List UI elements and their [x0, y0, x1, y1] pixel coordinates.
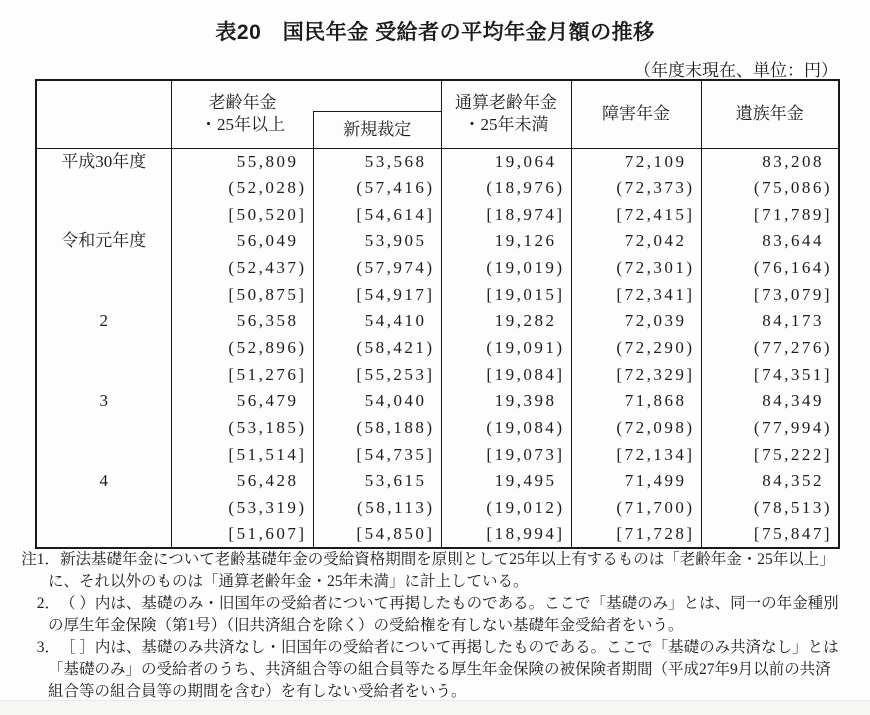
value-cell: [75,847] [701, 521, 839, 548]
header-new-ruling-box [313, 111, 441, 148]
table-row [36, 228, 839, 255]
value-cell: 84,349 [701, 388, 839, 415]
value-cell: [50,875] [171, 281, 313, 308]
header-new-ruling-label: 新規裁定 [343, 119, 412, 139]
value-cell: 83,208 [701, 148, 839, 175]
value-cell: (53,319) [171, 495, 313, 522]
value-cell: 54,040 [313, 388, 441, 415]
value-cell: [51,607] [171, 521, 313, 548]
header-total-old-age-line2: ・25年未満 [463, 115, 549, 135]
table-row [36, 468, 839, 495]
footnotes [20, 549, 865, 703]
header-survivor: 遺族年金 [701, 80, 839, 148]
value-cell: [19,084] [441, 361, 571, 388]
value-cell: (57,974) [313, 255, 441, 282]
footnote-line: に、それ以外のものは「通算老齢年金・25年未満」に計上している。 [48, 573, 529, 590]
value-cell: (58,421) [313, 335, 441, 362]
value-cell: (19,019) [441, 255, 571, 282]
value-cell: [18,994] [441, 521, 571, 548]
table-body [36, 148, 839, 548]
table-header-row [36, 80, 839, 148]
value-cell: [71,789] [701, 201, 839, 228]
table-header [36, 80, 839, 148]
value-cell: [18,974] [441, 201, 571, 228]
value-cell: (77,994) [701, 415, 839, 442]
unit-note: （年度末現在、単位：円） [634, 61, 838, 80]
value-cell: (52,028) [171, 175, 313, 202]
value-cell: 53,905 [313, 228, 441, 255]
value-cell: (58,188) [313, 415, 441, 442]
value-cell: [19,073] [441, 441, 571, 468]
page-title: 表20 国民年金 受給者の平均年金月額の推移 [215, 21, 655, 44]
value-cell: [55,253] [313, 361, 441, 388]
value-cell: (78,513) [701, 495, 839, 522]
value-cell: (72,301) [571, 255, 701, 282]
value-cell: 53,615 [313, 468, 441, 495]
value-cell: [51,514] [171, 441, 313, 468]
value-cell: (19,084) [441, 415, 571, 442]
footnote-line: の厚生年金保険（第1号）（旧共済組合を除く）の受給権を有しない基礎年金受給者をいう。 [48, 617, 684, 634]
value-cell: [54,850] [313, 521, 441, 548]
value-cell: [72,134] [571, 441, 701, 468]
value-cell: 56,479 [171, 388, 313, 415]
value-cell: [51,276] [171, 361, 313, 388]
value-cell: 56,358 [171, 308, 313, 335]
header-old-age-line2: ・25年以上 [200, 115, 285, 135]
page-bottom-edge [0, 700, 870, 715]
value-cell: [71,728] [571, 521, 701, 548]
value-cell: 71,499 [571, 468, 701, 495]
value-cell: 72,039 [571, 308, 701, 335]
value-cell: 83,644 [701, 228, 839, 255]
year-label: 2 [99, 310, 108, 330]
header-total-old-age-line1: 通算老齢年金 [455, 93, 557, 113]
value-cell: [74,351] [701, 361, 839, 388]
footnote [20, 637, 865, 659]
year-label: 平成30年度 [61, 151, 147, 171]
value-cell: [73,079] [701, 281, 839, 308]
value-cell: (19,091) [441, 335, 571, 362]
value-cell: 84,173 [701, 308, 839, 335]
value-cell: 72,042 [571, 228, 701, 255]
footnote [20, 593, 865, 615]
header-old-age-label [172, 81, 314, 148]
pension-table [35, 79, 840, 549]
value-cell: 19,282 [441, 308, 571, 335]
value-cell: [72,415] [571, 201, 701, 228]
value-cell: (52,896) [171, 335, 313, 362]
value-cell: [72,341] [571, 281, 701, 308]
value-cell: (57,416) [313, 175, 441, 202]
header-total-old-age [441, 80, 571, 148]
header-year-blank [36, 80, 171, 148]
value-cell: (75,086) [701, 175, 839, 202]
value-cell: (77,276) [701, 335, 839, 362]
footnote-line: （ ）内は、基礎のみ・旧国年の受給者について再掲したものである。ここで「基礎のみ」とは、同一の年金種別 [60, 595, 839, 612]
value-cell: 53,568 [313, 148, 441, 175]
value-cell: (71,700) [571, 495, 701, 522]
value-cell: [75,222] [701, 441, 839, 468]
value-cell: (53,185) [171, 415, 313, 442]
footnote-line: 新法基礎年金について老齢基礎年金の受給資格期間を原則として25年以上有するものは「老齢年金・25年以上」 [60, 551, 835, 568]
table-row [36, 388, 839, 415]
value-cell: (76,164) [701, 255, 839, 282]
value-cell: 19,495 [441, 468, 571, 495]
value-cell: 19,064 [441, 148, 571, 175]
value-cell: [54,735] [313, 441, 441, 468]
footnote [20, 549, 865, 571]
footnote-label: 3． [36, 639, 60, 656]
table-row [36, 148, 839, 175]
footnote-label: 注1． [21, 551, 60, 568]
value-cell: (72,373) [571, 175, 701, 202]
footnote-label: 2． [36, 595, 60, 612]
value-cell: 71,868 [571, 388, 701, 415]
value-cell: 54,410 [313, 308, 441, 335]
header-old-age-line1: 老齢年金 [208, 93, 277, 113]
value-cell: [72,329] [571, 361, 701, 388]
year-label: 令和元年度 [61, 230, 147, 250]
table-row [36, 308, 839, 335]
value-cell: 56,428 [171, 468, 313, 495]
year-label: 3 [99, 390, 108, 410]
value-cell: [54,614] [313, 201, 441, 228]
value-cell: (72,098) [571, 415, 701, 442]
year-label: 4 [99, 470, 108, 490]
value-cell: [19,015] [441, 281, 571, 308]
value-cell: (52,437) [171, 255, 313, 282]
value-cell: [54,917] [313, 281, 441, 308]
value-cell: 84,352 [701, 468, 839, 495]
value-cell: (58,113) [313, 495, 441, 522]
value-cell: 72,109 [571, 148, 701, 175]
footnote-line: ［ ］内は、基礎のみ共済なし・旧国年の受給者について再掲したものである。ここで「基礎のみ共済なし」とは [60, 639, 839, 656]
value-cell: [50,520] [171, 201, 313, 228]
value-cell: (72,290) [571, 335, 701, 362]
value-cell: 56,049 [171, 228, 313, 255]
value-cell: (19,012) [441, 495, 571, 522]
header-old-age-pension [171, 80, 441, 148]
header-disability: 障害年金 [571, 80, 701, 148]
footnote-line: 「基礎のみ」の受給者のうち、共済組合等の組合員等たる厚生年金保険の被保険者期間（平成27年9月以前の共済 [48, 661, 831, 678]
value-cell: (18,976) [441, 175, 571, 202]
value-cell: 55,809 [171, 148, 313, 175]
value-cell: 19,126 [441, 228, 571, 255]
value-cell: 19,398 [441, 388, 571, 415]
footnote-line: 組合等の組合員等の期間を含む）を有しない受給者をいう。 [48, 683, 467, 700]
